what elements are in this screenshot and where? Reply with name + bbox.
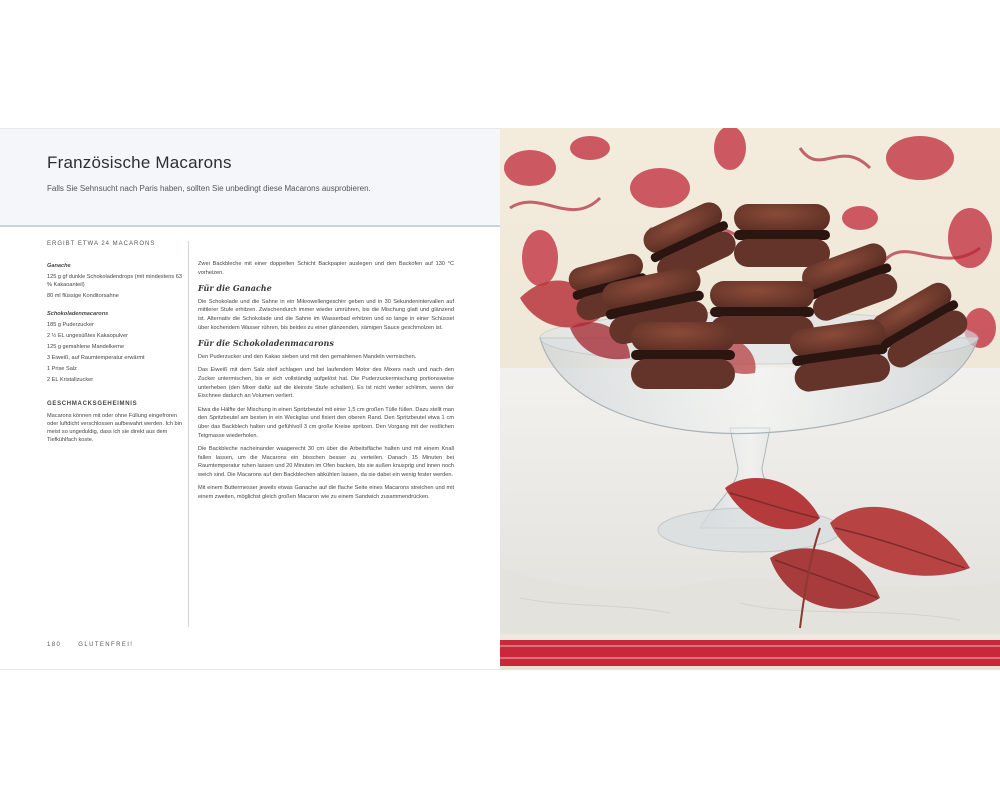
method-column [198,260,454,507]
method-subheading: Für die Ganache [198,283,272,294]
recipe-page [0,128,500,670]
macaron-photo-illustration [500,128,1000,670]
book-spread [0,128,1000,670]
ingredient-item: 185 g Puderzucker [47,322,94,328]
ingredient-item: 80 ml flüssige Konditorsahne [47,293,119,299]
ingredient-item: 125 g gf dunkle Schokoladendrops (mit mindestens 63 % Kakaoanteil) [47,274,182,288]
ingredient-item: 2 ½ EL ungesüßtes Kakaopulver [47,333,128,339]
recipe-intro: Falls Sie Sehnsucht nach Paris haben, sollten Sie unbedingt diese Macarons ausprobieren. [47,184,371,193]
method-paragraph: Etwa die Hälfte der Mischung in einen Spritzbeutel mit einer 1,5 cm großen Tülle füllen. Dazu stellt man den Spritzbeutel am besten in ein Weckglas und fixiert den oberen Rand. Den Spritzbeutel etwa 1 cm über das Backblech halten und gefühlvoll 3 cm große Kreise spritzen. Den Vorgang mit der restlichen Teigmasse wiederholen. [198,406,454,439]
method-subheading: Für die Schokoladenmacarons [198,338,334,349]
tip-title: GESCHMACKSGEHEIMNIS [47,401,138,407]
page-footer [47,642,133,648]
method-paragraph: Das Eiweiß mit dem Salz steif schlagen und bei laufendem Motor des Mixers nach und nach den Zucker untermischen, bis er sich vollständig aufgelöst hat. Die Puderzuckermischung portionsweise unterheben (den Mixer dafür auf die kleinste Stufe schalten). Es ist nicht weiter schlimm, wenn der Eischnee dadurch an Volumen verliert. [198,367,454,400]
page-number: 180 [47,642,62,648]
method-paragraph: Zwei Backbleche mit einer doppelten Schicht Backpapier auslegen und den Backofen auf 130 °C vorheizen. [198,261,454,276]
ingredient-item: 125 g gemahlene Mandelkerne [47,344,125,350]
ingredient-item: 1 Prise Salz [47,366,77,372]
macaron-photo [500,128,1000,670]
column-divider [188,241,189,627]
ingredient-item: 3 Eiweiß, auf Raumtemperatur erwärmt [47,355,145,361]
ingredient-group-heading: Schokoladenmacarons [47,311,109,317]
ingredients-column [47,262,183,444]
title-band [0,129,500,227]
ingredient-item: 2 EL Kristallzucker [47,377,94,383]
method-paragraph: Den Puderzucker und den Kakao sieben und mit den gemahlenen Mandeln vermischen. [198,353,417,360]
tip-text: Macarons können mit oder ohne Füllung eingefroren oder luftdicht verschlossen aufbewahrt werden. Ich bin meist so ungeduldig, dass ich sie direkt aus dem Tiefkühlfach koste. [47,413,182,443]
recipe-yield: ERGIBT ETWA 24 MACARONS [47,241,156,247]
book-title: GLUTENFREI! [78,642,134,648]
method-paragraph: Mit einem Buttermesser jeweils etwas Ganache auf die flache Seite eines Macarons streichen und mit einem zweiten, möglichst gleich großen Macaron wie zu einem Sandwich zusammendrücken. [198,485,454,501]
ingredient-group-heading: Ganache [47,263,71,269]
recipe-title: Französische Macarons [47,153,232,172]
method-paragraph: Die Schokolade und die Sahne in ein Mikrowellengeschirr geben und in 30 Sekundenintervallen auf mittlerer Stufe erhitzen. Zwischendurch immer wieder umrühren, bis die Mischung glatt und glänzend ist. Alternativ die Schokolade und die Sahne im Wasserbad erhitzen und so lange in einer Schüssel über kochendem Wasser rühren, bis beides zu einer glänzenden, sämigen Sauce geschmolzen ist. [198,298,454,331]
method-paragraph: Die Backbleche nacheinander waagerecht 30 cm über die Arbeitsfläche halten und mit einem Knall fallen lassen, um die Macarons ein bisschen besser zu verteilen. Danach 15 Minuten bei Raumtemperatur ruhen lassen und 20 Minuten im Ofen backen, bis sie außen knusprig und innen noch weich sind. Die Macarons auf den Backblechen abkühlen lassen, da sie dabei ein wenig fester werden. [198,446,454,478]
